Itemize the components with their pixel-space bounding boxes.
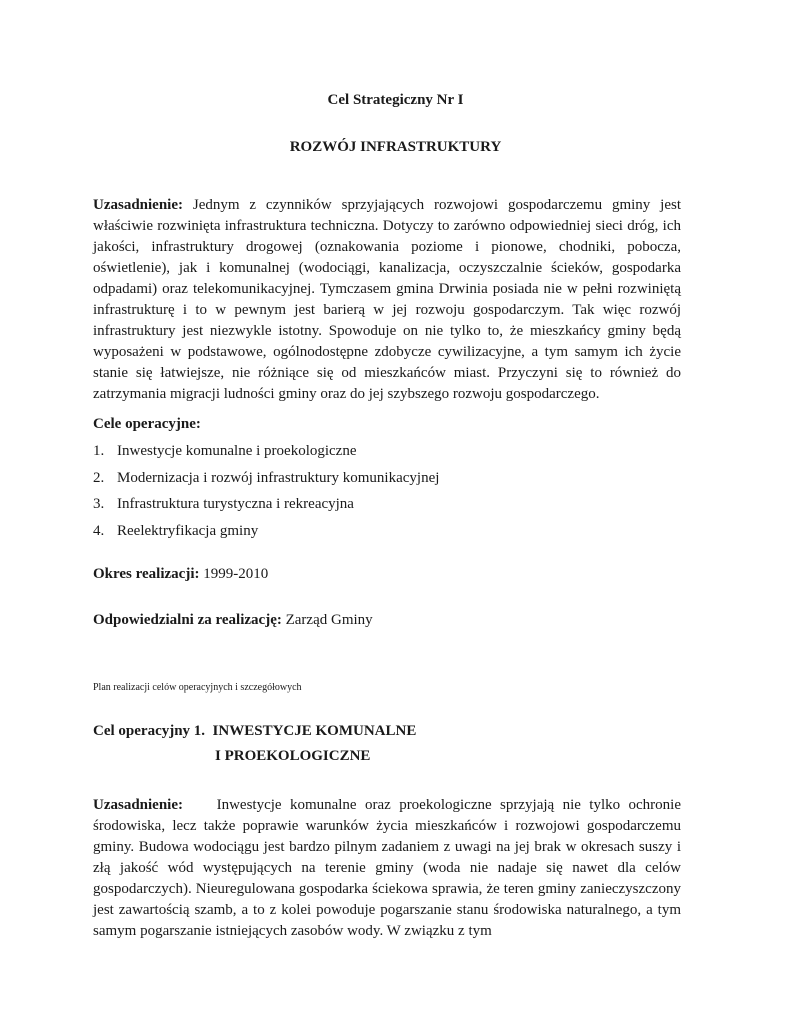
page-title: Cel Strategiczny Nr I [327, 92, 464, 108]
justification-label: Uzasadnienie: [93, 197, 183, 213]
period-label: Okres realizacji: [93, 566, 200, 582]
responsible-line [93, 612, 373, 629]
justification-text: Jednym z czynników sprzyjających rozwojowi gospodarczemu gminy jest właściwie rozwinięta infrastruktura techniczna. Dotyczy to zarówno odpowiedniej sieci dróg, ich jakości, infrastruktury drogowej (oznakowania poziome i pionowe, chodniki, pobocza, oświetlenie), jak i komunalnej (wodociągi, kanalizacja, oczyszczalnie ścieków, gospodarka odpadami) oraz telekomunikacyjnej. Tymczasem gmina Drwinia posiada nie w pełni rozwiniętą infrastrukturę i to w pewnym jest barierą w jej rozwoju gospodarczym. Tak więc rozwój infrastruktury jest niezwykle istotny. Spowoduje on nie tylko to, że mieszkańcy gminy będą wyposażeni w podstawowe, ogólnodostępne zdobycze cywilizacyjne, a tym samym ich życie stanie się łatwiejsze, nie różniące się od mieszkańców miast. Przyczyni się to również do zatrzymania migracji ludności gminy oraz do jej szybszego rozwoju gospodarczego. [93, 197, 681, 402]
responsible-value: Zarząd Gminy [285, 612, 373, 628]
operational-goals-list [93, 441, 681, 548]
page-subtitle: ROZWÓJ INFRASTRUKTURY [289, 139, 502, 155]
list-item: 3. Infrastruktura turystyczna i rekreacyjna [93, 496, 354, 513]
period-line [93, 566, 268, 583]
justification2-text: Inwestycje komunalne oraz proekologiczne sprzyjają nie tylko ochronie środowiska, lecz także poprawie warunków życia mieszkańców i rozwojowi gospodarczemu gminy. Budowa wodociągu jest bardzo pilnym zadaniem z uwagi na jej brak w okresach suszy i złą jakość wód występujących na terenie gminy (woda nie nadaje się nawet dla celów gospodarczych). Nieuregulowana gospodarka ściekowa sprawia, że teren gminy zanieczyszczony jest zawartością szamb, a to z kolei powoduje pogarszanie stanu środowiska naturalnego, a tym samym pogarszanie istniejących zasobów wody. W związku z tym [93, 797, 681, 939]
goal1-heading-line2: I PROEKOLOGICZNE [215, 748, 371, 764]
justification2-label: Uzasadnienie: [93, 797, 183, 813]
justification-paragraph [93, 195, 681, 405]
list-item: 4. Reelektryfikacja gminy [93, 523, 259, 540]
list-item: 2. Modernizacja i rozwój infrastruktury komunikacyjnej [93, 469, 440, 486]
period-value: 1999-2010 [203, 566, 269, 582]
operational-goals-heading: Cele operacyjne: [93, 416, 201, 432]
goal1-heading-line1: Cel operacyjny 1. INWESTYCJE KOMUNALNE [93, 723, 417, 739]
plan-note: Plan realizacji celów operacyjnych i szczegółowych [93, 682, 302, 693]
list-item: 1. Inwestycje komunalne i proekologiczne [93, 443, 357, 459]
justification2-paragraph [93, 795, 681, 942]
responsible-label: Odpowiedzialni za realizację: [93, 612, 282, 628]
